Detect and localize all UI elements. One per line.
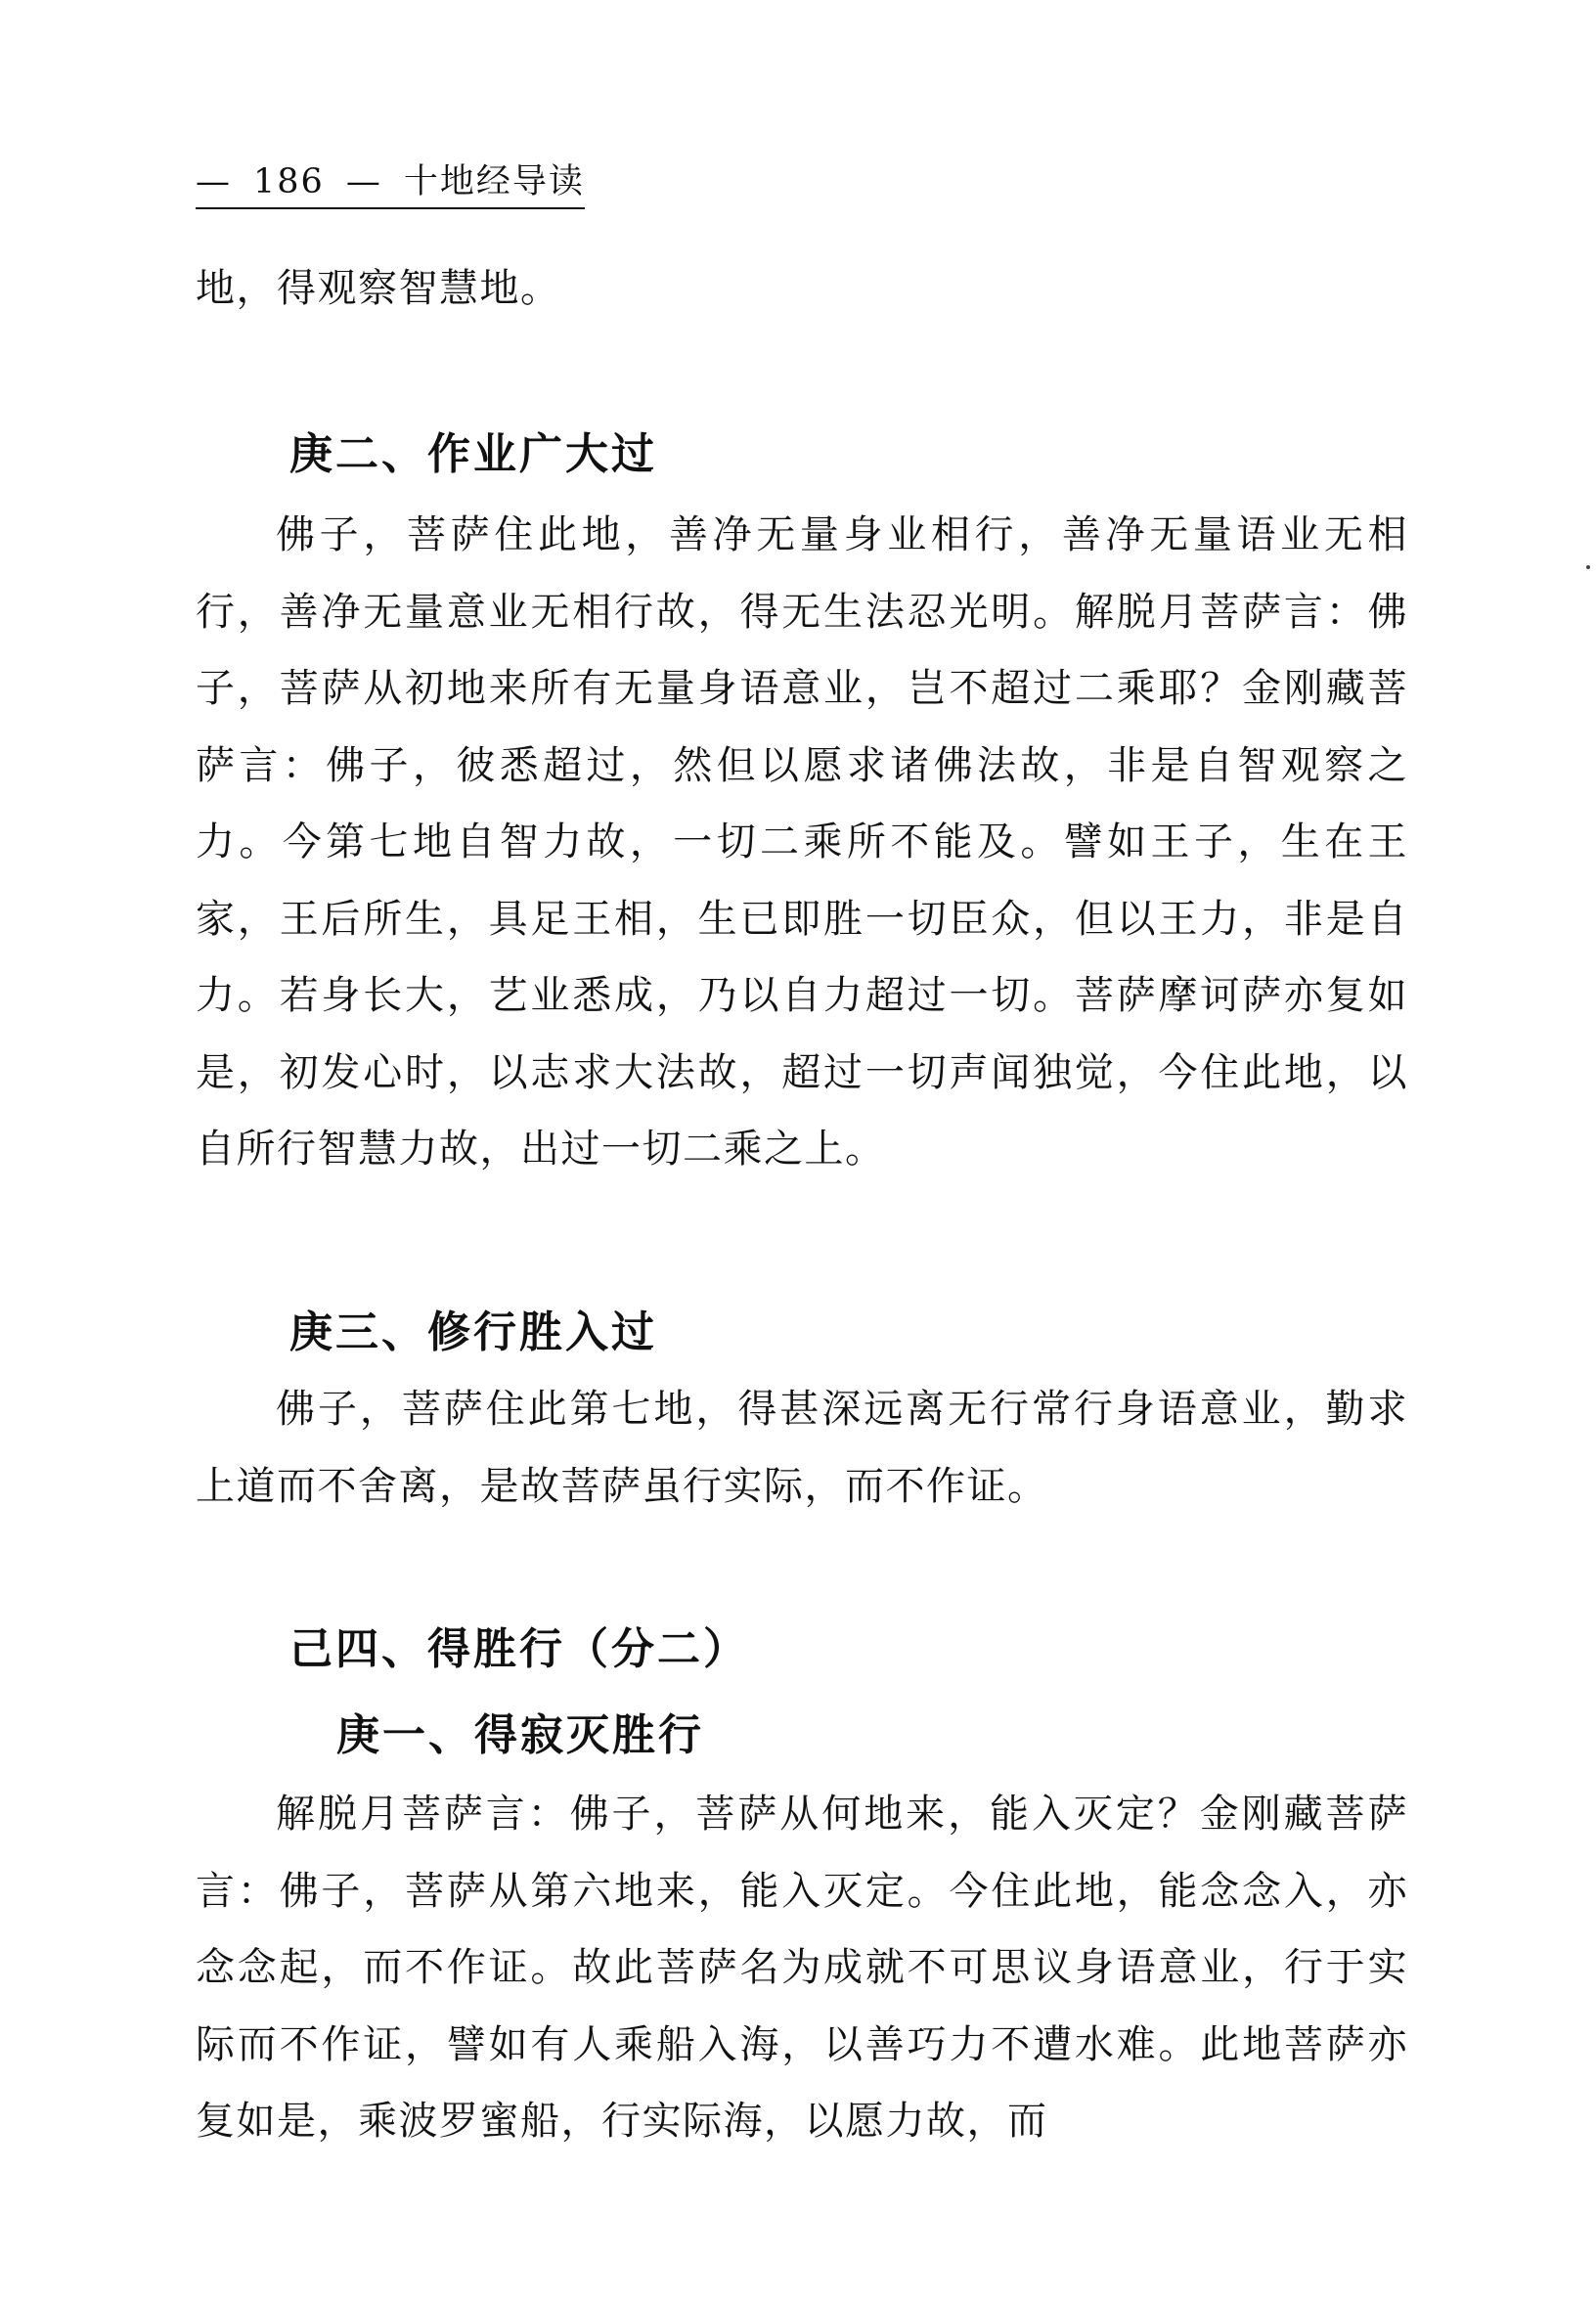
header-dash-left: — xyxy=(196,162,232,201)
page-number: 186 xyxy=(253,162,325,201)
section-heading-ji-si: 己四、得胜行（分二） xyxy=(289,1624,749,1674)
section-body-geng-er: 佛子，菩萨住此地，善净无量身业相行，善净无量语业无相行，善净无量意业无相行故，得无生法忍光明。解脱月菩萨言：佛子，菩萨从初地来所有无量身语意业，岂不超过二乘耶？金刚藏菩萨言：佛子，彼悉超过，然但以愿求诸佛法故，非是自智观察之力。今第七地自智力故，一切二乘所不能及。譬如王子，生在王家，王后所生，具足王相，生已即胜一切臣众，但以王力，非是自力。若身长大，艺业悉成，乃以自力超过一切。菩萨摩诃萨亦复如是，初发心时，以志求大法故，超过一切声闻独觉，今住此地，以自所行智慧力故，出过一切二乘之上。 xyxy=(196,512,1408,1172)
running-header xyxy=(196,155,585,209)
book-title: 十地经导读 xyxy=(403,162,585,201)
section-heading-geng-er: 庚二、作业广大过 xyxy=(289,429,657,479)
scan-speck xyxy=(1586,565,1590,569)
section-heading-geng-san: 庚三、修行胜入过 xyxy=(289,1307,657,1357)
section-body-geng-yi: 解脱月菩萨言：佛子，菩萨从何地来，能入灭定？金刚藏菩萨言：佛子，菩萨从第六地来，能入灭定。今住此地，能念念入，亦念念起，而不作证。故此菩萨名为成就不可思议身语意业，行于实际而不作证，譬如有人乘船入海，以善巧力不遭水难。此地菩萨亦复如是，乘波罗蜜船，行实际海，以愿力故，而 xyxy=(196,1792,1408,2144)
header-dash-right: — xyxy=(345,162,382,201)
intro-paragraph: 地，得观察智慧地。 xyxy=(196,266,561,311)
subsection-heading-geng-yi: 庚一、得寂灭胜行 xyxy=(336,1710,704,1760)
section-body-geng-san: 佛子，菩萨住此第七地，得甚深远离无行常行身语意业，勤求上道而不舍离，是故菩萨虽行实际，而不作证。 xyxy=(196,1387,1408,1509)
